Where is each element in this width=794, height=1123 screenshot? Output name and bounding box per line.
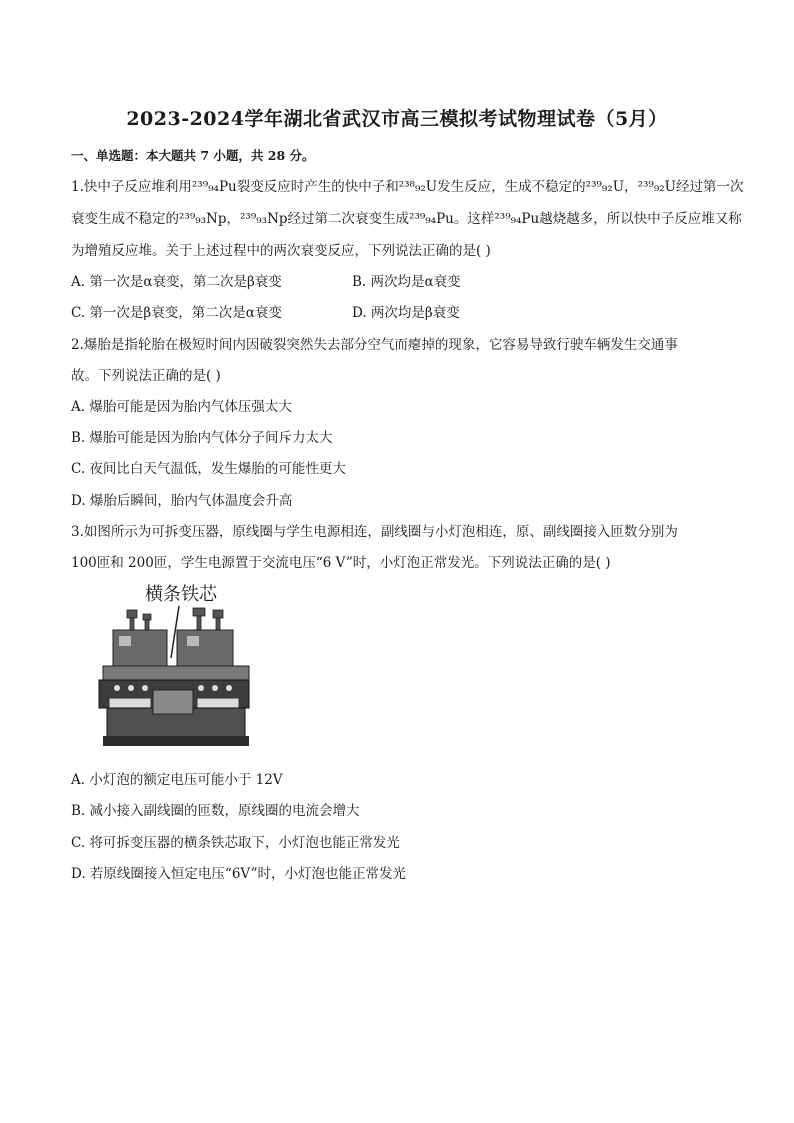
q1-stem-line1: 1.快中子反应堆利用²³⁹₉₄Pu裂变反应时产生的快中子和²³⁸₉₂U发生反应，生成不稳定的²³⁹₉₂U，²³⁹₉₂U经过第一次 bbox=[71, 179, 744, 195]
section-header: 一、单选题：本大题共 7 小题，共 28 分。 bbox=[71, 148, 315, 163]
q2-stem-line1: 2.爆胎是指轮胎在极短时间内因破裂突然失去部分空气而瘪掉的现象，它容易导致行驶车辆发生交通事 bbox=[71, 337, 678, 353]
transformer-figure bbox=[93, 580, 263, 760]
q2-stem-line2: 故。下列说法正确的是( ) bbox=[71, 368, 221, 384]
transformer-photo bbox=[93, 580, 263, 760]
figure-label: 横条铁芯 bbox=[145, 584, 217, 605]
q1-option-b: B. 两次均是α衰变 bbox=[352, 274, 461, 290]
q2-option-d: D. 爆胎后瞬间，胎内气体温度会升高 bbox=[71, 493, 293, 509]
q1-stem-line2: 衰变生成不稳定的²³⁹₉₃Np，²³⁹₉₃Np经过第二次衰变生成²³⁹₉₄Pu。这样²³⁹₉₄Pu越烧越多，所以快中子反应堆又称 bbox=[71, 211, 742, 227]
page-title: 2023-2024学年湖北省武汉市高三模拟考试物理试卷（5月） bbox=[126, 108, 668, 130]
q1-option-d: D. 两次均是β衰变 bbox=[352, 305, 460, 321]
q1-option-c: C. 第一次是β衰变，第二次是α衰变 bbox=[71, 305, 282, 321]
q3-stem-line2: 100匝和 200匝，学生电源置于交流电压“6 V”时，小灯泡正常发光。下列说法正确的是( ) bbox=[71, 555, 611, 571]
q2-option-a: A. 爆胎可能是因为胎内气体压强太大 bbox=[71, 399, 292, 415]
q2-option-b: B. 爆胎可能是因为胎内气体分子间斥力太大 bbox=[71, 430, 333, 446]
q3-option-b: B. 减小接入副线圈的匝数，原线圈的电流会增大 bbox=[71, 803, 360, 819]
q3-stem-line1: 3.如图所示为可拆变压器，原线圈与学生电源相连，副线圈与小灯泡相连，原、副线圈接入匝数分别为 bbox=[71, 524, 678, 540]
q1-stem-line3: 为增殖反应堆。关于上述过程中的两次衰变反应，下列说法正确的是( ) bbox=[71, 243, 491, 259]
q1-option-a: A. 第一次是α衰变，第二次是β衰变 bbox=[71, 274, 282, 290]
q3-option-a: A. 小灯泡的额定电压可能小于 12V bbox=[71, 772, 283, 788]
q3-option-c: C. 将可拆变压器的横条铁芯取下，小灯泡也能正常发光 bbox=[71, 835, 400, 851]
q3-option-d: D. 若原线圈接入恒定电压“6V”时，小灯泡也能正常发光 bbox=[71, 866, 407, 882]
q2-option-c: C. 夜间比白天气温低，发生爆胎的可能性更大 bbox=[71, 461, 346, 477]
